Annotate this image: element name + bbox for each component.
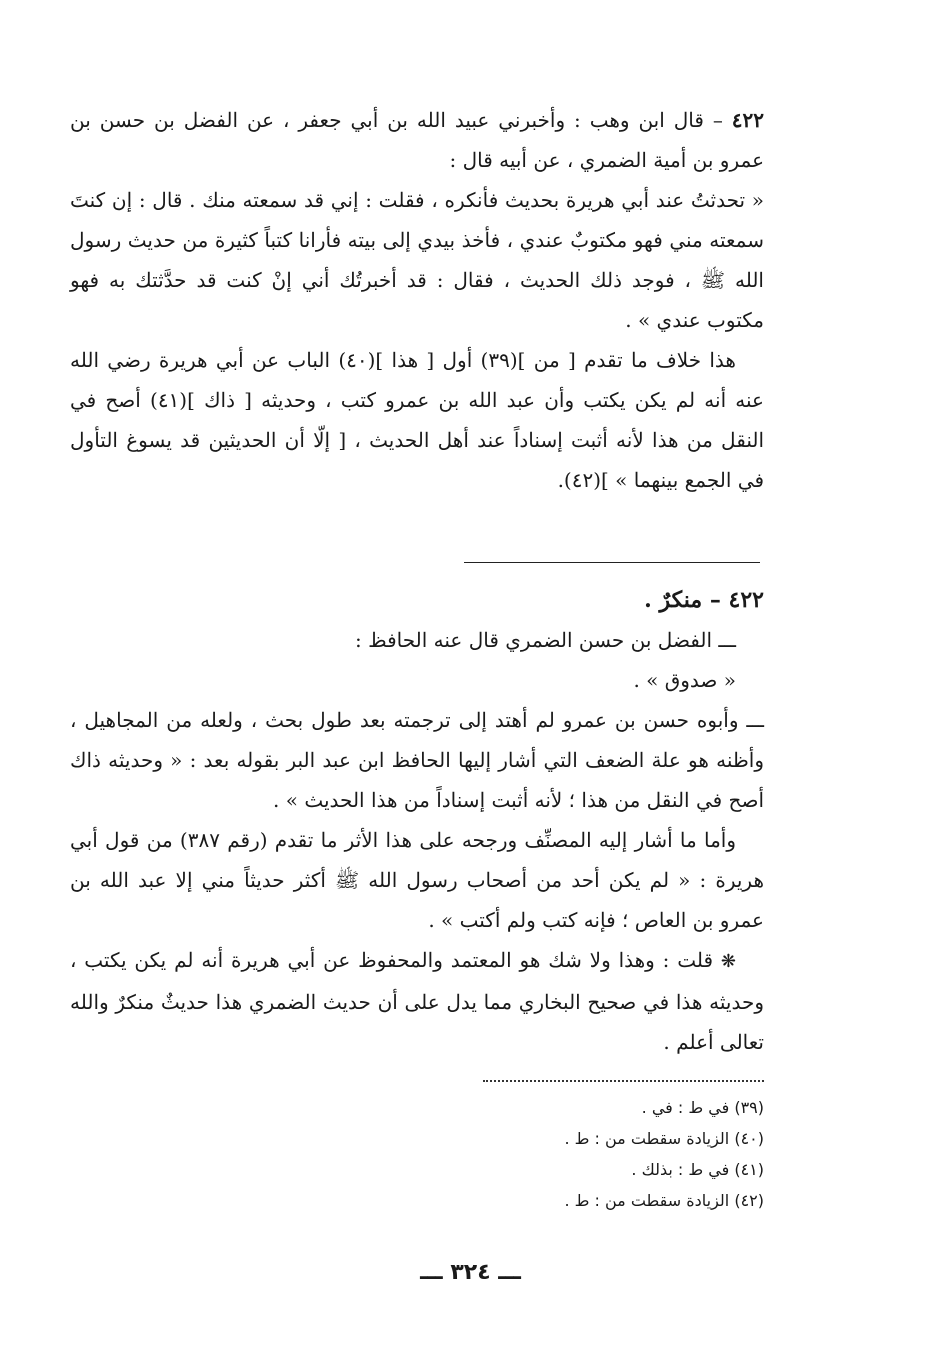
narrator-line: ـــ الفضل بن حسن الضمري قال عنه الحافظ : [355, 628, 736, 652]
footnote-item: (٣٩) في ط : في . [641, 1098, 764, 1117]
star-icon: ❋ [720, 951, 737, 972]
footnote-item: (٤٠) الزيادة سقطت من : ط . [564, 1129, 764, 1148]
conclusion-paragraph [70, 940, 764, 1062]
conclusion-text: قلت : وهذا ولا شك هو المعتمد والمحفوظ عن أبي هريرة أنه لم يكن يكتب ، وحديثه هذا في صحيح البخاري مما يدل على أن حديث الضمري هذا حديثٌ منكرٌ والله تعالى أعلم . [70, 948, 764, 1054]
verdict-heading [70, 580, 764, 620]
author-paragraph: وأما ما أشار إليه المصنِّف ورجحه على هذا الأثر ما تقدم (رقم ٣٨٧) من قول أبي هريرة : « لم يكن أحد من أصحاب رسول الله ﷺ أكثر حديثاً مني إلا عبد الله بن عمرو بن العاص ؛ فإنه كتب ولم أكتب » . [70, 828, 764, 932]
father-paragraph: ـــ وأبوه حسن بن عمرو لم أهتد إلى ترجمته بعد طول بحث ، ولعله من المجاهيل ، وأظنه هو علة الضعف التي أشار إليها الحافظ ابن عبد البر بقوله بعد : « وحديثه ذاك أصح في النقل من هذا ؛ لأنه أثبت إسناداً من هذا الحديث » . [70, 708, 764, 812]
footnotes [300, 1092, 764, 1216]
entry-comment: هذا خلاف ما تقدم [ من ](٣٩) أول [ هذا ](٤٠) الباب عن أبي هريرة رضي الله عنه أنه لم يكن يكتب وأن عبد الله بن عمرو كتب ، وحديثه [ ذاك ](٤١) أصح في النقل من هذا لأنه أثبت إسناداً عند أهل الحديث ، [ إلّا أن الحديثين قد يسوغ التأول في الجمع بينهما » ](٤٢). [70, 348, 764, 492]
narrator-grade: « صدوق » . [633, 668, 736, 692]
entry-text-bottom [70, 580, 764, 1062]
verdict-label: – منكرٌ . [644, 587, 721, 613]
section-separator [464, 562, 760, 563]
entry-isnad: – قال ابن وهب : وأخبرني عبيد الله بن أبي جعفر ، عن الفضل بن حسن بن عمرو بن أمية الضمري ، عن أبيه قال : [70, 108, 764, 172]
entry-text-top [70, 100, 764, 500]
entry-quote: « تحدثتُ عند أبي هريرة بحديث فأنكره ، فقلت : إني قد سمعته منك . قال : إن كنتَ سمعته مني فهو مكتوبٌ عندي ، فأخذ بيدي إلى بيته فأرانا كتباً كثيرة من حديث رسول الله ﷺ ، فوجد ذلك الحديث ، فقال : قد أخبرتُك أني إنْ كنت قد حدَّثتك به فهو مكتوب عندي » . [70, 188, 764, 332]
footnote-item: (٤١) في ط : بذلك . [631, 1160, 764, 1179]
footnote-separator [483, 1080, 764, 1082]
verdict-number: ٤٢٢ [728, 587, 764, 613]
footnote-item: (٤٢) الزيادة سقطت من : ط . [564, 1191, 764, 1210]
entry-number: ٤٢٢ [731, 108, 764, 132]
page-number: ـــ ٣٢٤ ـــ [420, 1260, 521, 1285]
entry-opening [70, 100, 764, 180]
